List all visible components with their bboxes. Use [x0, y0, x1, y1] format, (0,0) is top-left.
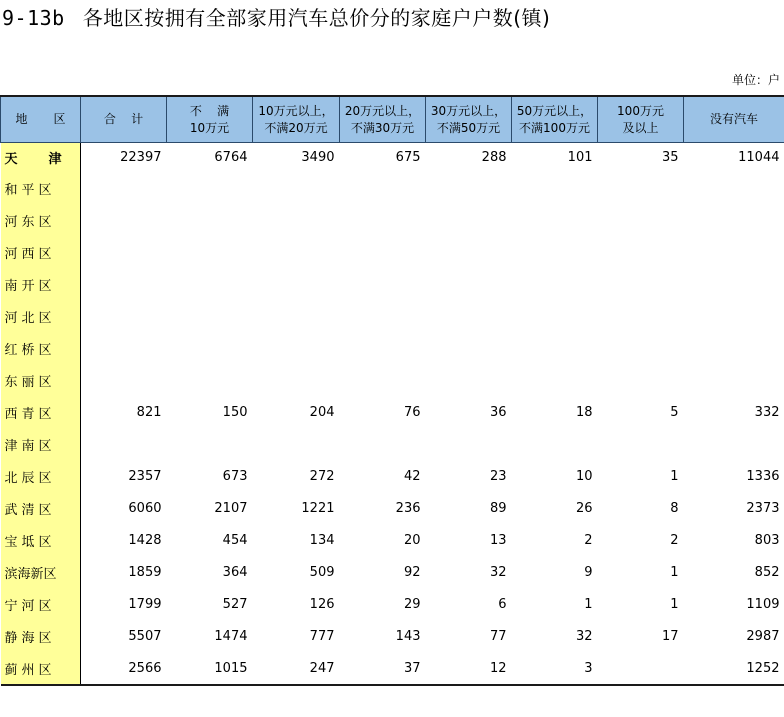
- header-region-a: 地: [15, 112, 28, 126]
- cell-10-20w: [253, 300, 340, 332]
- cell-10-20w: 777: [309, 628, 335, 644]
- header-under-10w: [167, 96, 253, 143]
- cell-20-30w: [340, 236, 426, 268]
- region-cell: 滨海新区: [1, 556, 81, 588]
- region-cell: 西青区: [1, 396, 81, 428]
- table-row: [1, 204, 784, 236]
- cell-50-100w: 9: [584, 564, 593, 580]
- cell-100w-plus: [598, 332, 684, 364]
- cell-10-20w: 272: [309, 468, 335, 484]
- cell-20-30w: [340, 332, 426, 364]
- table-row: [1, 268, 784, 300]
- cell-30-50w: 36: [489, 404, 507, 420]
- table-body: [1, 143, 784, 686]
- region-cell: 蓟州区: [1, 652, 81, 685]
- cell-total: 2357: [128, 468, 162, 484]
- cell-50-100w: 10: [575, 468, 593, 484]
- cell-under-10w: 1015: [167, 652, 253, 685]
- table-row: [1, 143, 784, 173]
- cell-under-10w: [167, 332, 253, 364]
- region-total-label-a: 天: [4, 152, 18, 167]
- table-row: [1, 428, 784, 460]
- cell-20-30w: [340, 268, 426, 300]
- cell-under-10w: 527: [222, 596, 248, 612]
- region-total-label-b: 津: [48, 152, 62, 167]
- header-region: [1, 96, 81, 143]
- cell-total: [81, 332, 167, 364]
- cell-total: [81, 428, 167, 460]
- cell-50-100w: 32: [575, 628, 593, 644]
- cell-20-30w: 675: [395, 150, 421, 165]
- cell-no-car: [684, 364, 784, 396]
- cell-under-10w: [167, 268, 253, 300]
- cell-20-30w: 37: [340, 652, 426, 685]
- cell-total: [81, 236, 167, 268]
- cell-20-30w: 236: [395, 500, 421, 516]
- table-row: [1, 524, 784, 556]
- cell-10-20w: [253, 204, 340, 236]
- cell-under-10w: 2107: [214, 500, 248, 516]
- header-20-30w-l2: 不满30万元: [350, 120, 415, 135]
- cell-50-100w: 1: [584, 596, 593, 612]
- cell-total: 2566: [81, 652, 167, 685]
- cell-no-car: 2373: [746, 500, 780, 516]
- header-100w-plus-l2: 及以上: [622, 120, 659, 135]
- cell-20-30w: 29: [403, 596, 421, 612]
- cell-100w-plus: [598, 172, 684, 204]
- cell-100w-plus: [598, 300, 684, 332]
- cell-100w-plus: [598, 428, 684, 460]
- cell-no-car: [684, 204, 784, 236]
- header-30-50w: [426, 96, 512, 143]
- cell-50-100w: 26: [575, 500, 593, 516]
- cell-30-50w: 12: [426, 652, 512, 685]
- table-row: [1, 556, 784, 588]
- cell-10-20w: 126: [309, 596, 335, 612]
- cell-10-20w: [253, 332, 340, 364]
- table-row: [1, 396, 784, 428]
- header-50-100w-l1: 50万元以上，: [516, 103, 593, 118]
- cell-100w-plus: 35: [661, 150, 679, 165]
- cell-under-10w: 150: [222, 404, 248, 420]
- cell-no-car: [684, 236, 784, 268]
- table-title: 各地区按拥有全部家用汽车总价分的家庭户户数(镇): [82, 6, 551, 30]
- cell-10-20w: [253, 172, 340, 204]
- cell-30-50w: 32: [489, 564, 507, 580]
- cell-50-100w: [512, 236, 598, 268]
- cell-100w-plus: 2: [670, 532, 679, 548]
- cell-10-20w: [253, 428, 340, 460]
- cell-100w-plus: [598, 268, 684, 300]
- cell-under-10w: [167, 300, 253, 332]
- data-table: [0, 95, 784, 686]
- cell-10-20w: [253, 268, 340, 300]
- cell-50-100w: [512, 300, 598, 332]
- cell-50-100w: [512, 332, 598, 364]
- cell-50-100w: [512, 204, 598, 236]
- cell-10-20w: 3490: [301, 150, 335, 165]
- cell-50-100w: [512, 268, 598, 300]
- cell-100w-plus: 5: [670, 404, 679, 420]
- cell-total: 1428: [128, 532, 162, 548]
- cell-100w-plus: [598, 364, 684, 396]
- cell-total: [81, 204, 167, 236]
- cell-10-20w: 204: [309, 404, 335, 420]
- table-row: [1, 300, 784, 332]
- cell-30-50w: [426, 204, 512, 236]
- header-region-b: 区: [53, 112, 66, 126]
- cell-under-10w: [167, 364, 253, 396]
- region-cell: 东丽区: [1, 364, 81, 396]
- header-10-20w: [253, 96, 340, 143]
- cell-100w-plus: 1: [670, 564, 679, 580]
- cell-30-50w: [426, 172, 512, 204]
- cell-100w-plus: [598, 236, 684, 268]
- header-total: 合 计: [81, 96, 167, 143]
- cell-under-10w: 6764: [214, 150, 248, 165]
- cell-no-car: [684, 428, 784, 460]
- cell-30-50w: 77: [489, 628, 507, 644]
- cell-no-car: 11044: [738, 150, 780, 165]
- cell-20-30w: [340, 172, 426, 204]
- cell-50-100w: 18: [575, 404, 593, 420]
- unit-label: 单位：户: [731, 73, 780, 87]
- cell-100w-plus: 1: [670, 596, 679, 612]
- region-cell: 宝坻区: [1, 524, 81, 556]
- cell-no-car: 1252: [684, 652, 784, 685]
- cell-50-100w: 2: [584, 532, 593, 548]
- table-row: [1, 236, 784, 268]
- cell-under-10w: [167, 428, 253, 460]
- cell-50-100w: 101: [567, 150, 593, 165]
- header-under-10w-l1: 不 满: [189, 103, 230, 118]
- cell-30-50w: [426, 332, 512, 364]
- cell-10-20w: 509: [309, 564, 335, 580]
- cell-30-50w: [426, 364, 512, 396]
- region-cell: 河西区: [1, 236, 81, 268]
- header-50-100w: [512, 96, 598, 143]
- cell-20-30w: 76: [403, 404, 421, 420]
- cell-total: [81, 300, 167, 332]
- cell-10-20w: 247: [253, 652, 340, 685]
- region-cell: 河北区: [1, 300, 81, 332]
- header-10-20w-l1: 10万元以上，: [258, 103, 334, 118]
- header-row: [1, 96, 784, 143]
- header-under-10w-l2: 10万元: [189, 120, 230, 135]
- region-cell: 北辰区: [1, 460, 81, 492]
- cell-total: 1799: [128, 596, 162, 612]
- cell-50-100w: [512, 364, 598, 396]
- cell-under-10w: [167, 204, 253, 236]
- cell-no-car: [684, 332, 784, 364]
- header-30-50w-l1: 30万元以上，: [430, 103, 507, 118]
- cell-100w-plus: 8: [670, 500, 679, 516]
- cell-10-20w: [253, 236, 340, 268]
- cell-100w-plus: 1: [670, 468, 679, 484]
- table-row: [1, 460, 784, 492]
- cell-total: [81, 172, 167, 204]
- cell-total: 6060: [128, 500, 162, 516]
- table-row: [1, 588, 784, 620]
- cell-10-20w: [253, 364, 340, 396]
- cell-20-30w: 143: [395, 628, 421, 644]
- cell-30-50w: [426, 268, 512, 300]
- cell-10-20w: 134: [309, 532, 335, 548]
- cell-no-car: [684, 268, 784, 300]
- table-row: [1, 332, 784, 364]
- cell-no-car: [684, 172, 784, 204]
- cell-under-10w: [167, 172, 253, 204]
- region-cell: 红桥区: [1, 332, 81, 364]
- region-cell: [1, 143, 81, 173]
- region-cell: 武清区: [1, 492, 81, 524]
- page-title: [2, 4, 550, 32]
- cell-no-car: [684, 300, 784, 332]
- region-cell: 静海区: [1, 620, 81, 652]
- cell-30-50w: 89: [489, 500, 507, 516]
- cell-20-30w: [340, 428, 426, 460]
- cell-20-30w: [340, 300, 426, 332]
- region-cell: 宁河区: [1, 588, 81, 620]
- cell-10-20w: 1221: [301, 500, 335, 516]
- cell-no-car: 332: [754, 404, 780, 420]
- cell-no-car: 803: [754, 532, 780, 548]
- cell-under-10w: [167, 236, 253, 268]
- region-cell: 南开区: [1, 268, 81, 300]
- cell-20-30w: 20: [403, 532, 421, 548]
- cell-no-car: 1109: [746, 596, 780, 612]
- header-100w-plus-l1: 100万元: [617, 103, 664, 118]
- cell-100w-plus: [598, 204, 684, 236]
- cell-no-car: 852: [754, 564, 780, 580]
- cell-total: 5507: [128, 628, 162, 644]
- cell-20-30w: 42: [403, 468, 421, 484]
- table-code: 9-13b: [2, 6, 65, 30]
- cell-30-50w: [426, 300, 512, 332]
- cell-100w-plus: 17: [661, 628, 679, 644]
- cell-30-50w: [426, 236, 512, 268]
- cell-30-50w: [426, 428, 512, 460]
- table-row: [1, 172, 784, 204]
- cell-50-100w: [512, 172, 598, 204]
- cell-20-30w: 92: [403, 564, 421, 580]
- table-row: [1, 652, 784, 685]
- cell-total: 1859: [128, 564, 162, 580]
- cell-total: 22397: [120, 150, 162, 165]
- header-10-20w-l2: 不满20万元: [264, 120, 328, 135]
- header-50-100w-l2: 不满100万元: [519, 120, 590, 135]
- cell-under-10w: 1474: [214, 628, 248, 644]
- cell-total: 821: [136, 404, 162, 420]
- cell-30-50w: 23: [489, 468, 507, 484]
- cell-50-100w: [512, 428, 598, 460]
- header-no-car: 没有汽车: [684, 96, 784, 143]
- table-row: [1, 492, 784, 524]
- cell-total: [81, 364, 167, 396]
- region-cell: 河东区: [1, 204, 81, 236]
- cell-under-10w: 454: [222, 532, 248, 548]
- table-row: [1, 364, 784, 396]
- header-30-50w-l2: 不满50万元: [436, 120, 501, 135]
- cell-30-50w: 13: [489, 532, 507, 548]
- header-100w-plus: [598, 96, 684, 143]
- cell-100w-plus: [598, 652, 684, 685]
- cell-50-100w: 3: [512, 652, 598, 685]
- cell-20-30w: [340, 364, 426, 396]
- cell-20-30w: [340, 204, 426, 236]
- cell-30-50w: 6: [498, 596, 507, 612]
- cell-no-car: 1336: [746, 468, 780, 484]
- header-20-30w: [340, 96, 426, 143]
- cell-no-car: 2987: [746, 628, 780, 644]
- cell-under-10w: 364: [222, 564, 248, 580]
- region-cell: 津南区: [1, 428, 81, 460]
- table-row: [1, 620, 784, 652]
- cell-total: [81, 268, 167, 300]
- header-20-30w-l1: 20万元以上，: [344, 103, 421, 118]
- region-cell: 和平区: [1, 172, 81, 204]
- cell-30-50w: 288: [481, 150, 507, 165]
- cell-under-10w: 673: [222, 468, 248, 484]
